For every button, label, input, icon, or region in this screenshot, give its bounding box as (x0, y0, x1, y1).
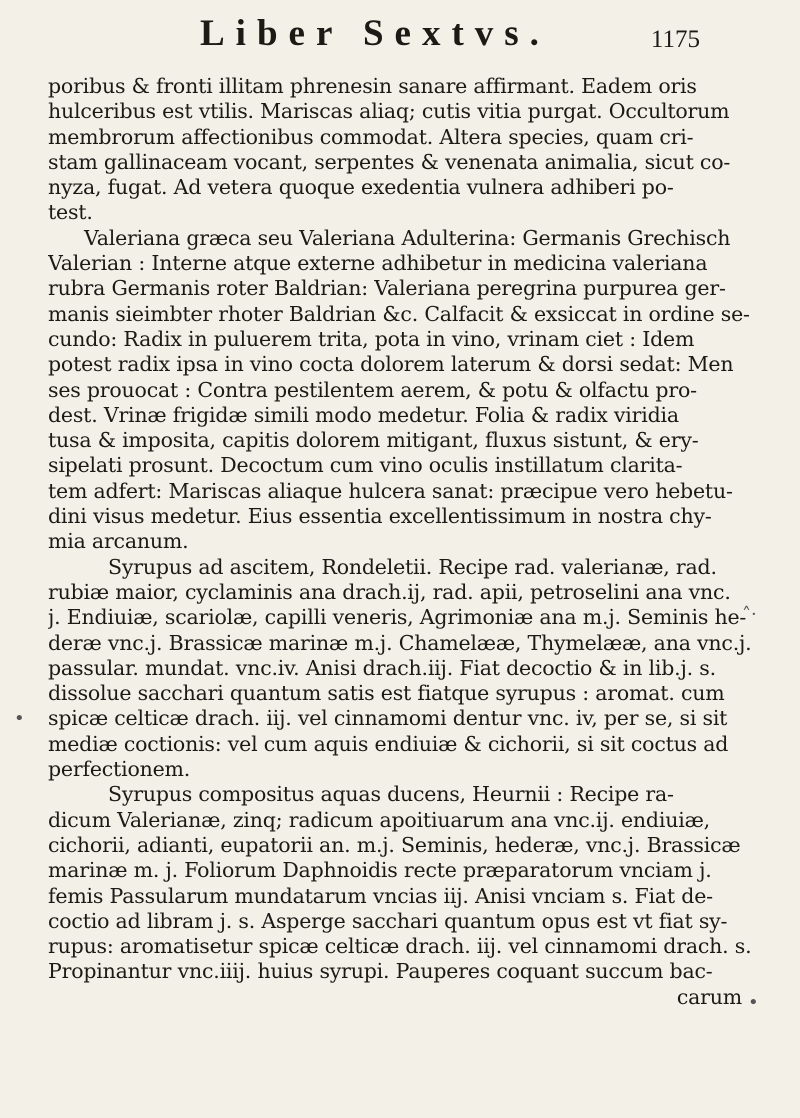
running-title: Liber Sextvs. (200, 13, 550, 54)
text-line: dest. Vrinæ frigidæ simili modo medetur. Folia & radix viridia (48, 402, 679, 427)
margin-dot-mark: • (748, 992, 759, 1013)
body-text (48, 74, 764, 1010)
text-line: Valeriana græca seu Valeriana Adulterina: Germanis Grechisch (84, 225, 731, 250)
text-line: deræ vnc.j. Brassicæ marinæ m.j. Chamelææ, Thymelææ, ana vnc.j. (48, 630, 752, 655)
margin-dot-mark: • (14, 708, 25, 729)
text-line: rubiæ maior, cyclaminis ana drach.ij, rad. apii, petroselini ana vnc. (48, 579, 731, 604)
text-line: spicæ celticæ drach. iij. vel cinnamomi dentur vnc. iv, per se, si sit (48, 706, 728, 731)
page-header (180, 10, 700, 64)
margin-ink-mark: ˄· (742, 604, 757, 625)
text-line: tem adfert: Mariscas aliaque hulcera sanat: præcipue vero hebetu- (48, 478, 733, 503)
text-line: mediæ coctionis: vel cum aquis endiuiæ & cichorii, si sit coctus ad (48, 731, 729, 756)
text-line: poribus & fronti illitam phrenesin sanare affirmant. Eadem oris (48, 74, 697, 98)
text-line: Syrupus compositus aquas ducens, Heurnii : Recipe ra- (108, 782, 674, 807)
text-line: dini visus medetur. Eius essentia excellentissimum in nostra chy- (48, 504, 712, 529)
text-line: dissolue sacchari quantum satis est fiatque syrupus : aromat. cum (48, 681, 725, 706)
text-line: Propinantur vnc.iiij. huius syrupi. Pauperes coquant succum bac- (48, 959, 713, 984)
text-line: cichorii, adianti, eupatorii an. m.j. Seminis, hederæ, vnc.j. Brassicæ (48, 832, 741, 857)
text-line: Syrupus ad ascitem, Rondeletii. Recipe rad. valerianæ, rad. (108, 554, 717, 579)
text-line: j. Endiuiæ, scariolæ, capilli veneris, Agrimoniæ ana m.j. Seminis he- (48, 605, 747, 630)
text-line: tusa & imposita, capitis dolorem mitigant, fluxus sistunt, & ery- (48, 428, 699, 453)
text-line: marinæ m. j. Foliorum Daphnoidis recte præparatorum vnciam j. (48, 858, 712, 883)
text-line: ses prouocat : Contra pestilentem aerem, & potu & olfactu pro- (48, 377, 697, 402)
text-line: passular. mundat. vnc.iv. Anisi drach.iij. Fiat decoctio & in lib.j. s. (48, 655, 716, 680)
text-line: test. (48, 200, 93, 225)
text-line: femis Passularum mundatarum vncias iij. Anisi vnciam s. Fiat de- (48, 883, 713, 908)
text-line: sipelati prosunt. Decoctum cum vino oculis instillatum clarita- (48, 453, 683, 478)
page-number: 1175 (650, 26, 700, 53)
text-line: nyza, fugat. Ad vetera quoque exedentia vulnera adhiberi po- (48, 175, 674, 200)
catchword: carum (676, 984, 742, 1009)
text-line: stam gallinaceam vocant, serpentes & venenata animalia, sicut co- (48, 149, 731, 174)
text-line: Valerian : Interne atque externe adhibetur in medicina valeriana (48, 251, 708, 276)
text-line: dicum Valerianæ, zinq; radicum apoitiuarum ana vnc.ij. endiuiæ, (48, 807, 710, 832)
text-line: potest radix ipsa in vino cocta dolorem laterum & dorsi sedat: Men (48, 352, 734, 377)
text-line: coctio ad libram j. s. Asperge sacchari quantum opus est vt fiat sy- (48, 908, 728, 933)
text-line: manis sieimbter rhoter Baldrian &c. Calfacit & exsiccat in ordine se- (48, 301, 750, 326)
text-line: rubra Germanis roter Baldrian: Valeriana peregrina purpurea ger- (48, 276, 726, 301)
text-line: hulceribus est vtilis. Mariscas aliaq; cutis vitia purgat. Occultorum (48, 99, 730, 124)
text-line: cundo: Radix in puluerem trita, pota in vino, vrinam ciet : Idem (48, 326, 695, 351)
text-line: membrorum affectionibus commodat. Altera species, quam cri- (48, 124, 694, 149)
text-line: perfectionem. (48, 757, 191, 782)
text-line: mia arcanum. (48, 529, 189, 554)
text-line: rupus: aromatisetur spicæ celticæ drach. iij. vel cinnamomi drach. s. (48, 934, 752, 959)
